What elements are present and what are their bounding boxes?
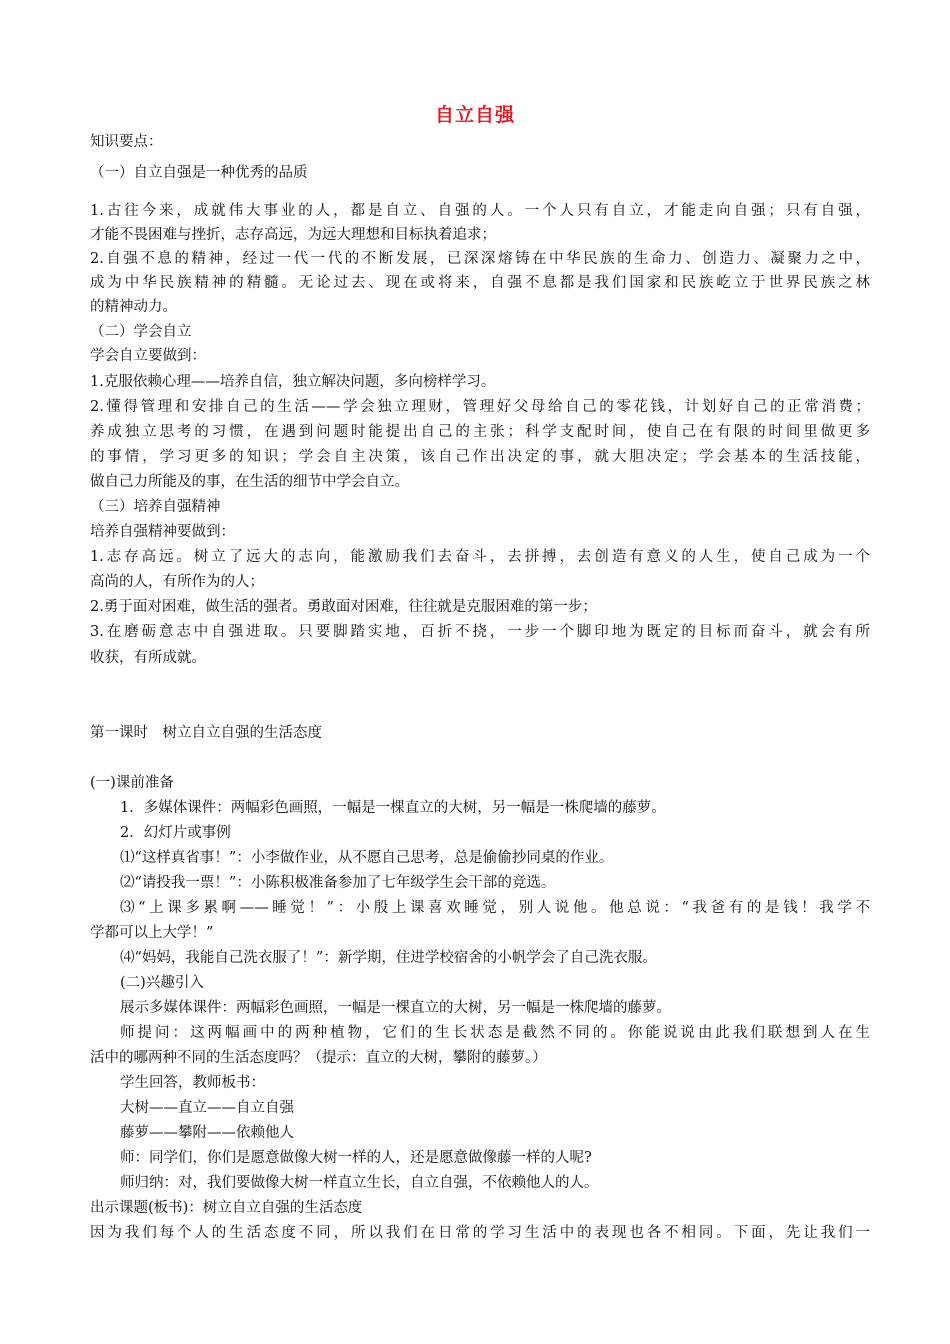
document-title: 自立自强	[434, 104, 515, 126]
paragraph-line: 成为中华民族精神的精髓。无论过去、现在或将来，自强不息都是我们国家和民族屹立于世界民族之林	[90, 275, 870, 291]
paragraph-line: 因为我们每个人的生活态度不同，所以我们在日常的学习生活中的表现也各不相同。下面，先让我们一	[90, 1225, 870, 1241]
paragraph-line: 高尚的人，有所作为的人；	[90, 574, 264, 590]
paragraph-line: 师归纳：对，我们要做像大树一样直立生长，自立自强，不依赖他人的人。	[120, 1175, 599, 1191]
subsection-heading: (二)兴趣引入	[120, 975, 204, 991]
paragraph-line: 的事情，学习更多的知识；学会自主决策，该自己作出决定的事，就大胆决定；学会基本的生活技能，	[90, 449, 870, 465]
lesson-title: 第一课时 树立自立自强的生活态度	[90, 725, 322, 741]
paragraph-line: 活中的哪两种不同的生活态度吗？（提示：直立的大树，攀附的藤萝。）	[90, 1050, 547, 1066]
paragraph-line: 师提问：这两幅画中的两种植物，它们的生长状态是截然不同的。你能说说由此我们联想到人在生	[120, 1025, 870, 1041]
section-heading-2: （二）学会自立	[90, 324, 192, 340]
paragraph-line: 出示课题(板书)：树立自立自强的生活态度	[90, 1200, 363, 1216]
paragraph-line: 做自己力所能及的事，在生活的细节中学会自立。	[90, 474, 409, 490]
paragraph-line: 1.志存高远。树立了远大的志向，能激励我们去奋斗，去拼搏，去创造有意义的人生，使自己成为一个	[90, 549, 870, 565]
paragraph-line: ⑴“这样真省事！”：小李做作业，从不愿自己思考，总是偷偷抄同桌的作业。	[120, 850, 614, 866]
paragraph-line: 展示多媒体课件：两幅彩色画照，一幅是一棵直立的大树，另一幅是一株爬墙的藤萝。	[120, 1000, 671, 1016]
paragraph-line: 2.自强不息的精神，经过一代一代的不断发展，已深深熔铸在中华民族的生命力、创造力、凝聚力之中，	[90, 251, 870, 267]
paragraph-line: 才能不畏困难与挫折，志存高远，为远大理想和目标执着追求；	[90, 227, 496, 243]
knowledge-points-heading: 知识要点：	[90, 134, 163, 150]
paragraph-line: 大树——直立——自立自强	[120, 1100, 294, 1116]
paragraph-line: 的精神动力。	[90, 299, 177, 315]
section-heading-3: （三）培养自强精神	[90, 499, 221, 515]
paragraph-line: 1.古往今来，成就伟大事业的人，都是自立、自强的人。一个人只有自立，才能走向自强；只有自强，	[90, 203, 870, 219]
paragraph-line: 养成独立思考的习惯，在遇到问题时能提出自己的主张；科学支配时间，使自己在有限的时间里做更多	[90, 424, 870, 440]
section-heading-1: （一）自立自强是一种优秀的品质	[90, 165, 308, 181]
paragraph-line: 学都可以上大学！”	[90, 925, 214, 941]
paragraph-line: ⑵“请投我一票！”：小陈积极准备参加了七年级学生会干部的竞选。	[120, 875, 556, 891]
paragraph-line: 培养自强精神要做到：	[90, 524, 235, 540]
paragraph-line: ⑷“妈妈，我能自己洗衣服了！”：新学期，住进学校宿舍的小帆学会了自己洗衣服。	[120, 950, 657, 966]
paragraph-line: 藤萝——攀附——依赖他人	[120, 1125, 294, 1141]
paragraph-line: 2.懂得管理和安排自己的生活——学会独立理财，管理好父母给自己的零花钱，计划好自己的正常消费；	[90, 399, 870, 415]
paragraph-line: 2.勇于面对困难，做生活的强者。勇敢面对困难，往往就是克服困难的第一步；	[90, 599, 597, 615]
paragraph-line: 3.在磨砺意志中自强进取。只要脚踏实地，百折不挠，一步一个脚印地为既定的目标而奋斗，就会有所	[90, 624, 870, 640]
paragraph-line: 1.克服依赖心理——培养自信，独立解决问题，多向榜样学习。	[90, 374, 496, 390]
paragraph-line: 学会自立要做到：	[90, 348, 206, 364]
paragraph-line: 收获，有所成就。	[90, 650, 206, 666]
paragraph-line: ⑶“上课多累啊——睡觉！”：小殷上课喜欢睡觉，别人说他。他总说：“我爸有的是钱！我学不	[120, 900, 870, 916]
paragraph-line: 1．多媒体课件：两幅彩色画照，一幅是一棵直立的大树，另一幅是一株爬墙的藤萝。	[120, 800, 666, 816]
subsection-heading: (一)课前准备	[90, 775, 174, 791]
paragraph-line: 师：同学们，你们是愿意做像大树一样的人，还是愿意做像藤一样的人呢?	[120, 1150, 592, 1166]
paragraph-line: 2．幻灯片或事例	[120, 825, 231, 841]
paragraph-line: 学生回答，教师板书：	[120, 1075, 265, 1091]
